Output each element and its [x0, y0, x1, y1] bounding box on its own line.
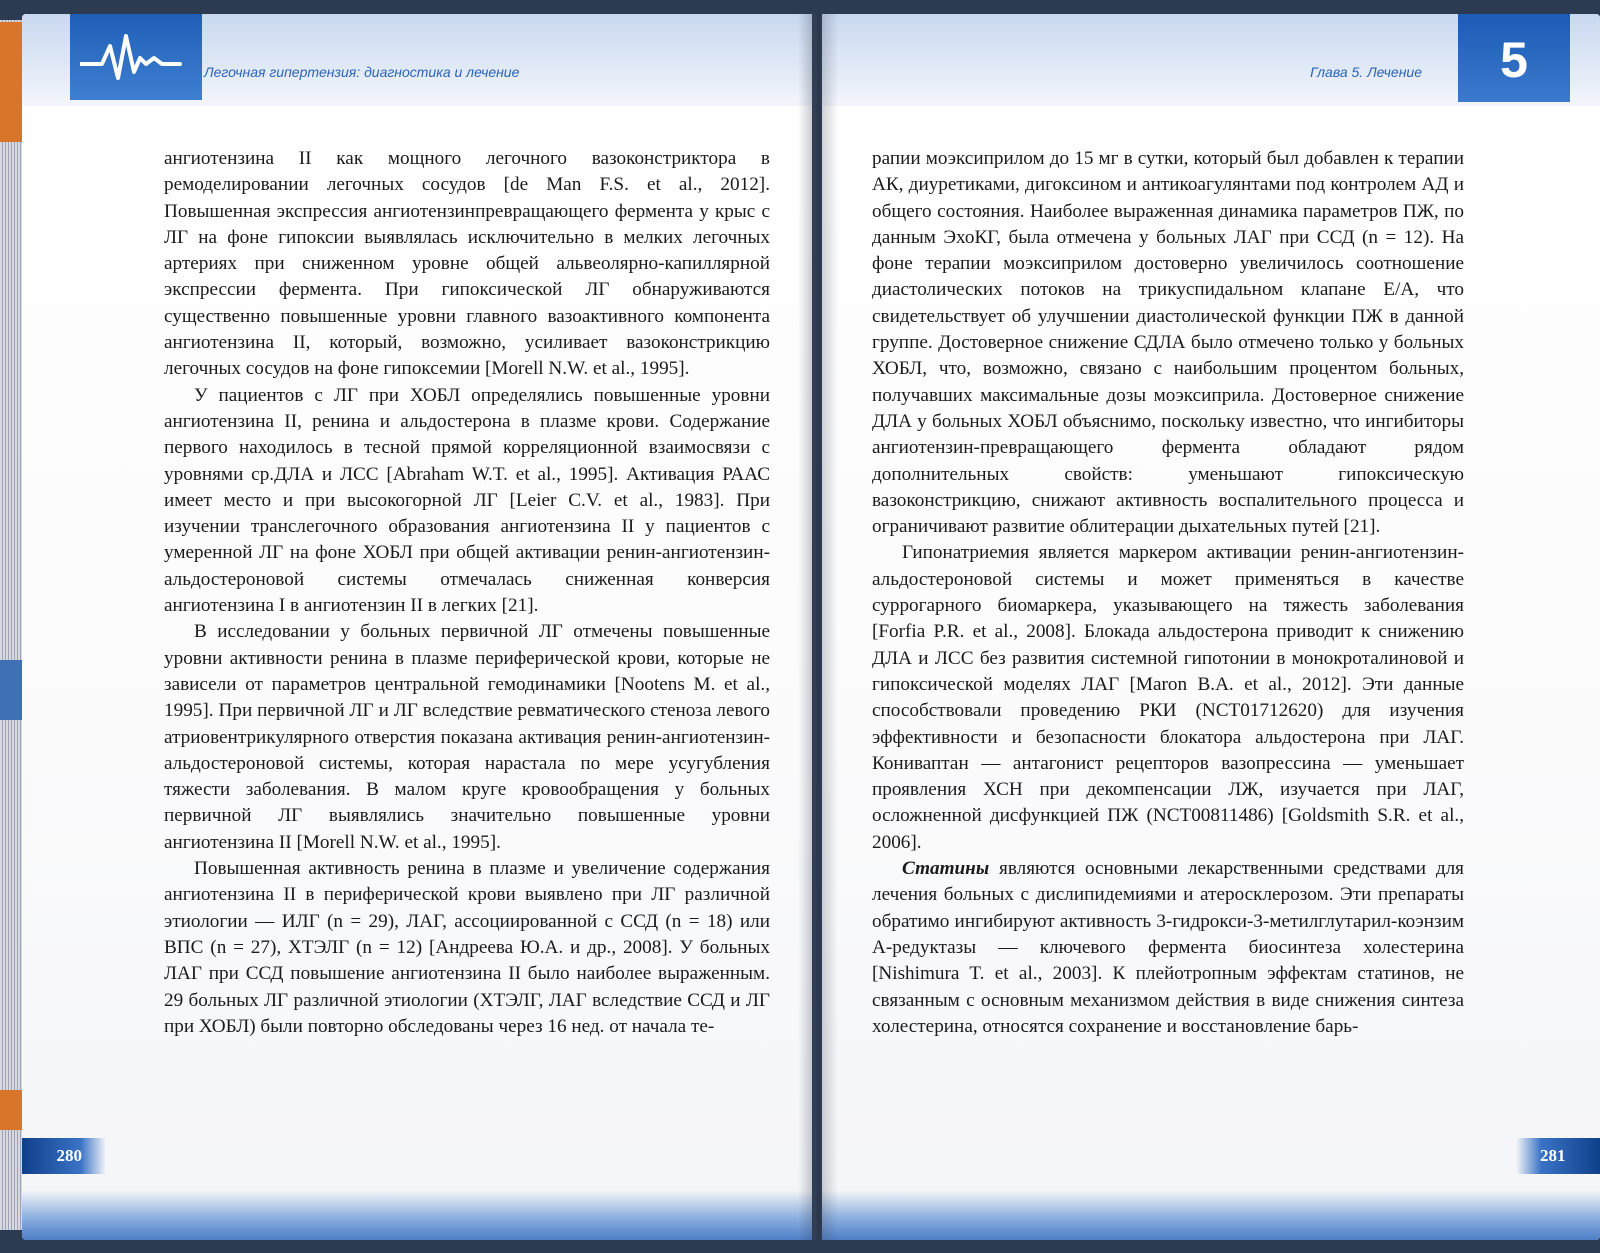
- running-head: Легочная гипертензия: диагностика и лечение: [204, 64, 520, 80]
- paragraph-statins: [872, 856, 1464, 1040]
- body-text: [164, 146, 770, 1040]
- paragraph: Повышенная активность ренина в плазме и увеличение содержания ангиотензина II в периферической крови выявлено при ЛГ различной этиологии — ИЛГ (n = 29), ЛАГ, ассоциированной с ССД (n = 18) или ВПС (n = 27), ХТЭЛГ (n = 12) [Андреева Ю.А. и др., 2008]. У больных ЛАГ при ССД повышение ангиотензина II было наиболее выраженным. 29 больных ЛГ различной этиологии (ХТЭЛГ, ЛАГ вследствие ССД и ЛГ при ХОБЛ) были повторно обследованы через 16 нед. от начала те-: [164, 858, 770, 1037]
- page-number-label: 281: [1540, 1146, 1566, 1165]
- edge-tab-marker: [0, 22, 22, 142]
- right-page: [822, 14, 1600, 1240]
- chapter-number: 5: [1458, 14, 1570, 102]
- left-page: [22, 14, 812, 1240]
- page-number-label: 280: [56, 1146, 82, 1165]
- header-logo: [70, 14, 202, 100]
- page-number: [1516, 1138, 1600, 1174]
- paragraph: ангиотензина II как мощного легочного вазоконстриктора в ремоделировании легочных сосудов [de Man F.S. et al., 2012]. Повышенная экспрессия ангиотензинпревращающего фермента у крыс с ЛГ на фоне гипоксии выявлялась исключительно в мелких легочных артериях при сниженном уровне общей альвеолярно-капиллярной экспрессии фермента. При гипоксической ЛГ обнаруживаются существенно повышенные уровни главного вазоактивного компонента ангиотензина II, который, возможно, усиливает вазоконстрикцию легочных сосудов на фоне гипоксемии [Morell N.W. et al., 1995].: [164, 148, 770, 380]
- statins-term: Статины: [902, 858, 990, 880]
- paragraph: Гипонатриемия является маркером активации ренин-ангиотензин-альдостероновой системы и может применяться в качестве суррогарного биомаркера, указывающего на тяжесть заболевания [Forfia P.R. et al., 2008]. Блокада альдостерона приводит к снижению ДЛА и ЛСС без развития системной гипотонии в монокроталиновой и гипоксической моделях ЛАГ [Maron B.A. et al., 2012]. Эти данные способствовали проведению РКИ (NCT01712620) для изучения эффективности и безопасности блокатора альдостерона при ЛАГ. Кониваптан — антагонист рецепторов вазопрессина — уменьшает проявления ХСН при декомпенсации ЛЖ, изучается при ЛАГ, осложненной дисфункцией ПЖ (NCT00811486) [Goldsmith S.R. et al., 2006].: [872, 542, 1464, 853]
- edge-tab-marker: [0, 1090, 22, 1130]
- page-number: [22, 1138, 106, 1174]
- page-footer: [22, 1190, 812, 1240]
- running-head: Глава 5. Лечение: [1310, 64, 1422, 80]
- body-text: [872, 146, 1464, 1040]
- paragraph: рапии моэксиприлом до 15 мг в сутки, который был добавлен к терапии АК, диуретиками, дигоксином и антикоагулянтами под контролем АД и общего состояния. Наиболее выраженная динамика параметров ПЖ, по данным ЭхоКГ, была отмечена у больных ЛАГ при ССД (n = 12). На фоне терапии моэксиприлом достоверно увеличилось соотношение диастолических потоков на трикуспидальном клапане Е/А, что свидетельствует об улучшении диастолической функции ПЖ в данной группе. Достоверное снижение СДЛА было отмечено только у больных ХОБЛ, что, возможно, связано с наибольшим процентом больных, получавших максимальные дозы моэксиприла. Достоверное снижение ДЛА у больных ХОБЛ объяснимо, поскольку известно, что ингибиторы ангиотензин-превращающего фермента обладают рядом дополнительных свойств: уменьшают гипоксическую вазоконстрикцию, снижают активность воспалительного процесса и ограничивают развитие облитерации дыхательных путей [21].: [872, 148, 1464, 538]
- paragraph: В исследовании у больных первичной ЛГ отмечены повышенные уровни активности ренина в плазме периферической крови, которые не зависели от параметров центральной гемодинамики [Nootens M. et al., 1995]. При первичной ЛГ и ЛГ вследствие ревматического стеноза левого атриовентрикулярного отверстия показана активация ренин-ангиотензин-альдостероновой системы, которая нарастала по мере усугубления тяжести заболевания. В малом круге кровообращения у больных первичной ЛГ выявлялись значительно повышенные уровни ангиотензина II [Morell N.W. et al., 1995].: [164, 621, 770, 853]
- page-footer: [822, 1190, 1600, 1240]
- paragraph: У пациентов с ЛГ при ХОБЛ определялись повышенные уровни ангиотензина II, ренина и альдостерона в плазме крови. Содержание первого находилось в тесной прямой корреляционной взаимосвязи с уровнями ср.ДЛА и ЛСС [Abraham W.T. et al., 1995]. Активация РААС имеет место и при высокогорной ЛГ [Leier C.V. et al., 1983]. При изучении транслегочного образования ангиотензина II у пациентов с умеренной ЛГ на фоне ХОБЛ при общей активации ренин-ангиотензин-альдостероновой системы отмечалась сниженная конверсия ангиотензина I в ангиотензин II в легких [21].: [164, 384, 770, 617]
- statins-text: являются основными лекарственными средствами для лечения больных с дислипидемиями и атеросклерозом. Эти препараты обратимо ингибируют активность 3-гидрокси-3-метилглутарил-коэнзим А-редуктазы — ключевого фермента биосинтеза холестерина [Nishimura T. et al., 2003]. К плейотропным эффектам статинов, не связанным с основным механизмом действия в виде снижения синтеза холестерина, относятся сохранение и восстановление барь-: [872, 858, 1464, 1037]
- heartbeat-logo-icon: [80, 28, 192, 88]
- edge-tab-marker: [0, 660, 22, 720]
